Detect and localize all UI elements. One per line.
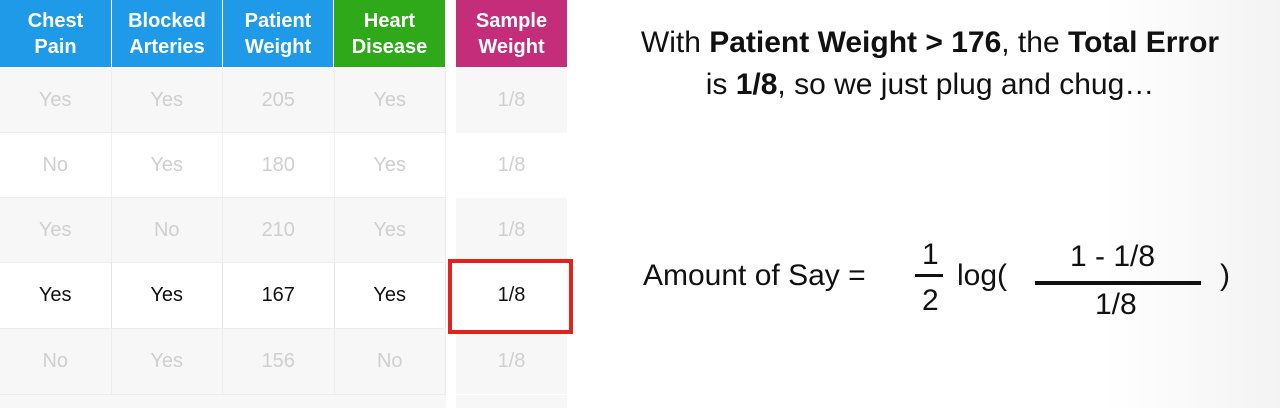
table-cell: Yes [0, 68, 112, 133]
table-cell: 167 [223, 263, 335, 328]
table-cell: Yes [335, 263, 447, 328]
table-cell: Yes [112, 263, 224, 328]
table-cell: 210 [223, 198, 335, 263]
header-blocked-arteries-label: Blocked Arteries [128, 9, 206, 58]
table-cell: No [335, 329, 447, 394]
sample-weight-cell-partial [456, 395, 567, 408]
row-divider [0, 328, 446, 329]
table-cell: Yes [0, 263, 112, 328]
formula-half-denominator: 2 [922, 284, 939, 317]
header-sample-weight-label: Sample Weight [475, 9, 548, 58]
formula-half-numerator: 1 [922, 238, 939, 271]
header-blocked-arteries [112, 0, 222, 67]
table-row-highlighted [0, 263, 446, 328]
formula-close-paren: ) [1220, 259, 1230, 292]
table-cell: Yes [335, 68, 447, 133]
table-cell: 156 [223, 329, 335, 394]
sample-weight-cell: 1/8 [456, 329, 567, 394]
table-cell: Yes [335, 198, 447, 263]
explanation-part: , so we just plug and chug… [777, 68, 1155, 101]
table-cell: No [0, 329, 112, 394]
table-cell: No [0, 133, 112, 198]
table-row [0, 133, 446, 198]
row-divider [0, 197, 446, 198]
header-chest-pain-label: Chest Pain [27, 9, 84, 58]
highlight-box [448, 259, 573, 334]
sample-weight-cell: 1/8 [456, 68, 567, 133]
row-divider [0, 132, 446, 133]
table-cell: Yes [112, 133, 224, 198]
table-row [0, 329, 446, 394]
table-row-partial [0, 395, 446, 408]
table-cell: No [112, 198, 224, 263]
table-cell: 180 [223, 133, 335, 198]
formula-log: log( [957, 259, 1008, 292]
header-heart-disease [334, 0, 445, 67]
header-sample-weight [456, 0, 567, 67]
table-cell: Yes [0, 198, 112, 263]
formula-lhs: Amount of Say = [643, 259, 866, 292]
table-row [0, 68, 446, 133]
header-chest-pain [0, 0, 111, 67]
header-heart-disease-label: Heart Disease [351, 9, 428, 58]
row-divider [0, 262, 446, 263]
table-cell: 205 [223, 68, 335, 133]
table-cell: Yes [112, 329, 224, 394]
table-cell: Yes [335, 133, 447, 198]
explanation-part: With [640, 26, 710, 59]
explanation-part: , the [1001, 26, 1068, 59]
explanation-bold: Patient Weight > 176 [709, 26, 1002, 59]
explanation-text [630, 22, 1230, 106]
explanation-part: is [705, 68, 736, 101]
formula-ratio-denominator: 1/8 [1095, 288, 1137, 321]
sample-weight-cell: 1/8 [456, 133, 567, 198]
table-row [0, 198, 446, 263]
explanation-bold: Total Error [1067, 26, 1220, 59]
header-patient-weight-label: Patient Weight [244, 9, 312, 58]
header-patient-weight [223, 0, 333, 67]
sample-weight-cell: 1/8 [456, 198, 567, 263]
explanation-bold: 1/8 [735, 68, 778, 101]
table-cell: Yes [112, 68, 224, 133]
formula-ratio-numerator: 1 - 1/8 [1070, 240, 1156, 273]
sample-weight-cell-highlighted: 1/8 [456, 263, 567, 328]
